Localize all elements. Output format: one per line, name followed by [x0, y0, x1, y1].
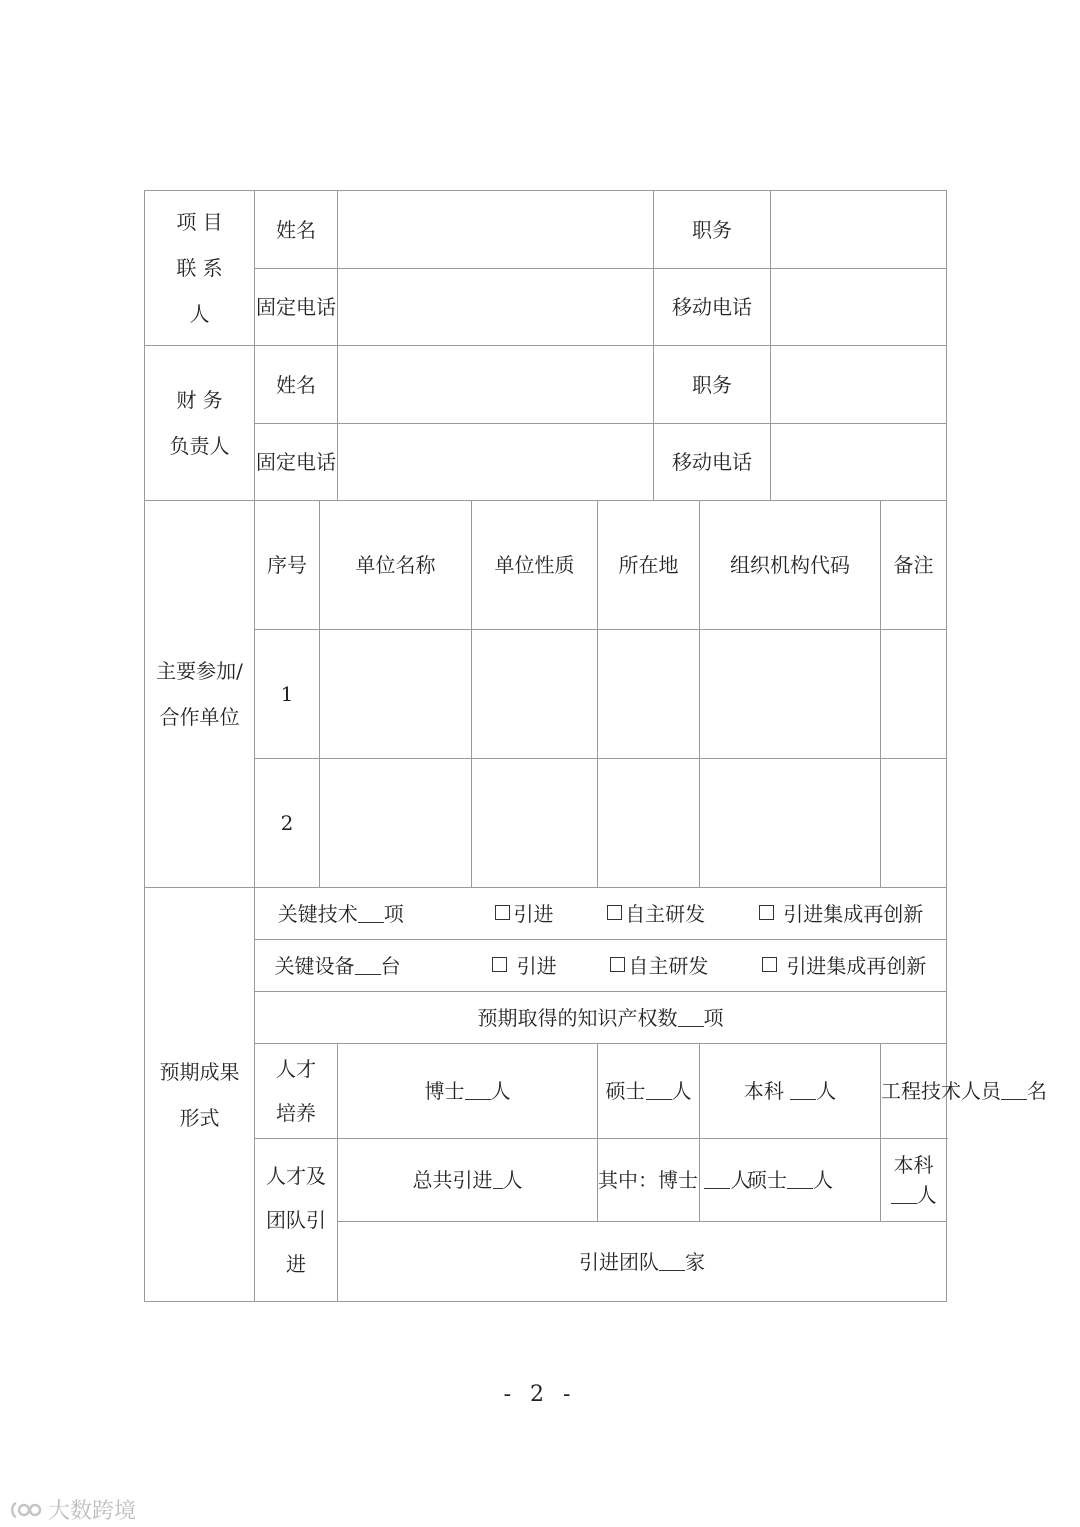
key-technology-unit: 项: [383, 901, 404, 926]
intro-master-blank[interactable]: [787, 1172, 813, 1189]
equip-self-dev-label: 自主研发: [628, 953, 709, 978]
partners-row2-org-code[interactable]: [700, 759, 881, 888]
ip-count-blank[interactable]: [678, 1010, 704, 1027]
training-phd-blank[interactable]: [465, 1083, 491, 1100]
tech-self-dev-checkbox[interactable]: [607, 905, 622, 920]
key-equipment-row: [255, 940, 947, 992]
partners-header-unit-name: 单位名称: [320, 501, 472, 630]
partners-row1-location[interactable]: [598, 630, 700, 759]
finance-title-field[interactable]: [771, 346, 947, 424]
intro-bachelor-blank[interactable]: [891, 1187, 917, 1204]
training-master-cell: [598, 1044, 700, 1139]
intro-team-label: 引进团队: [579, 1249, 659, 1274]
key-equipment-label: 关键设备: [274, 953, 355, 978]
partners-row-index: 1: [255, 630, 320, 759]
finance-landline-field[interactable]: [338, 424, 654, 501]
training-bachelor-blank[interactable]: [790, 1083, 816, 1100]
training-bachelor-label: 本科: [743, 1079, 784, 1103]
partners-row2-unit-name[interactable]: [320, 759, 472, 888]
partners-section-label: 主要参加/ 合作单位: [145, 501, 255, 888]
contact-landline-field[interactable]: [338, 269, 654, 346]
contact-section-label: 项 目 联 系 人: [145, 191, 255, 346]
unit-person: 人: [916, 1183, 937, 1207]
finance-title-label: 职务: [654, 346, 771, 424]
unit-person: 人: [490, 1079, 511, 1103]
partners-row1-org-code[interactable]: [700, 630, 881, 759]
intro-team-cell: [338, 1222, 947, 1302]
equip-self-dev-checkbox[interactable]: [610, 957, 625, 972]
training-bachelor-cell: [700, 1044, 881, 1139]
ip-count-unit: 项: [703, 1005, 724, 1030]
watermark-logo-icon: [10, 1499, 44, 1521]
watermark-text: 大数跨境: [48, 1499, 137, 1524]
contact-title-label: 职务: [654, 191, 771, 269]
contact-name-label: 姓名: [255, 191, 338, 269]
contact-mobile-field[interactable]: [771, 269, 947, 346]
page-number: - 2 -: [503, 1382, 577, 1407]
watermark: [10, 1494, 136, 1525]
intro-bachelor-label: 本科: [893, 1153, 934, 1177]
finance-section-label: 财 务 负责人: [145, 346, 255, 501]
equip-integrate-label: 引进集成再创新: [786, 953, 927, 978]
unit-person: 人: [671, 1079, 692, 1103]
unit-person: 人: [730, 1168, 751, 1192]
tech-integrate-checkbox[interactable]: [759, 905, 774, 920]
equip-integrate-checkbox[interactable]: [762, 957, 777, 972]
key-equipment-unit: 台: [380, 953, 401, 978]
partners-header-org-code: 组织机构代码: [700, 501, 881, 630]
results-section-label: 预期成果 形式: [145, 888, 255, 1302]
contact-title-field[interactable]: [771, 191, 947, 269]
key-equipment-count-blank[interactable]: [355, 958, 381, 975]
equip-import-checkbox[interactable]: [492, 957, 507, 972]
unit-name: 名: [1027, 1079, 1048, 1103]
intro-bachelor-cell: [881, 1139, 947, 1222]
intro-team-blank[interactable]: [659, 1254, 685, 1271]
contact-landline-label: 固定电话: [255, 269, 338, 346]
partners-row2-location[interactable]: [598, 759, 700, 888]
ip-count-row: [255, 992, 947, 1044]
partners-row1-notes[interactable]: [881, 630, 947, 759]
partners-header-unit-type: 单位性质: [472, 501, 598, 630]
application-form-table: [144, 190, 1048, 1302]
contact-mobile-label: 移动电话: [654, 269, 771, 346]
ip-count-label: 预期取得的知识产权数: [477, 1005, 678, 1030]
training-master-label: 硕士: [605, 1079, 646, 1103]
unit-person: 人: [502, 1168, 523, 1192]
key-technology-count-blank[interactable]: [358, 906, 384, 923]
intro-phd-blank[interactable]: [704, 1172, 730, 1189]
talent-training-label: 人才 培养: [255, 1044, 338, 1139]
finance-mobile-field[interactable]: [771, 424, 947, 501]
tech-import-label: 引进: [513, 901, 554, 926]
training-engineer-blank[interactable]: [1001, 1083, 1027, 1100]
finance-landline-label: 固定电话: [255, 424, 338, 501]
unit-team: 家: [685, 1249, 705, 1274]
training-engineer-cell: [881, 1044, 1048, 1139]
partners-row1-unit-type[interactable]: [472, 630, 598, 759]
key-technology-label: 关键技术: [277, 901, 358, 926]
intro-phd-cell: [598, 1139, 751, 1222]
finance-mobile-label: 移动电话: [654, 424, 771, 501]
finance-name-label: 姓名: [255, 346, 338, 424]
intro-phd-label: 其中：博士: [598, 1168, 698, 1192]
partners-row2-unit-type[interactable]: [472, 759, 598, 888]
unit-person: 人: [816, 1079, 837, 1103]
finance-name-field[interactable]: [338, 346, 654, 424]
intro-total-blank[interactable]: [493, 1172, 503, 1189]
training-master-blank[interactable]: [646, 1083, 672, 1100]
training-phd-cell: [338, 1044, 598, 1139]
training-engineer-label: 工程技术人员: [881, 1079, 1002, 1103]
intro-master-label: 硕士: [747, 1168, 788, 1192]
talent-intro-label: 人才及 团队引 进: [255, 1139, 338, 1302]
tech-import-checkbox[interactable]: [495, 905, 510, 920]
partners-header-notes: 备注: [881, 501, 947, 630]
unit-person: 人: [813, 1168, 834, 1192]
intro-total-cell: [338, 1139, 598, 1222]
partners-row1-unit-name[interactable]: [320, 630, 472, 759]
intro-total-label: 总共引进: [412, 1168, 493, 1192]
tech-self-dev-label: 自主研发: [625, 901, 706, 926]
partners-header-location: 所在地: [598, 501, 700, 630]
partners-row-index: 2: [255, 759, 320, 888]
partners-header-index: 序号: [255, 501, 320, 630]
key-technology-row: [255, 888, 947, 940]
contact-name-field[interactable]: [338, 191, 654, 269]
tech-integrate-label: 引进集成再创新: [783, 901, 924, 926]
training-phd-label: 博士: [424, 1079, 465, 1103]
partners-row2-notes[interactable]: [881, 759, 947, 888]
equip-import-label: 引进: [516, 953, 557, 978]
